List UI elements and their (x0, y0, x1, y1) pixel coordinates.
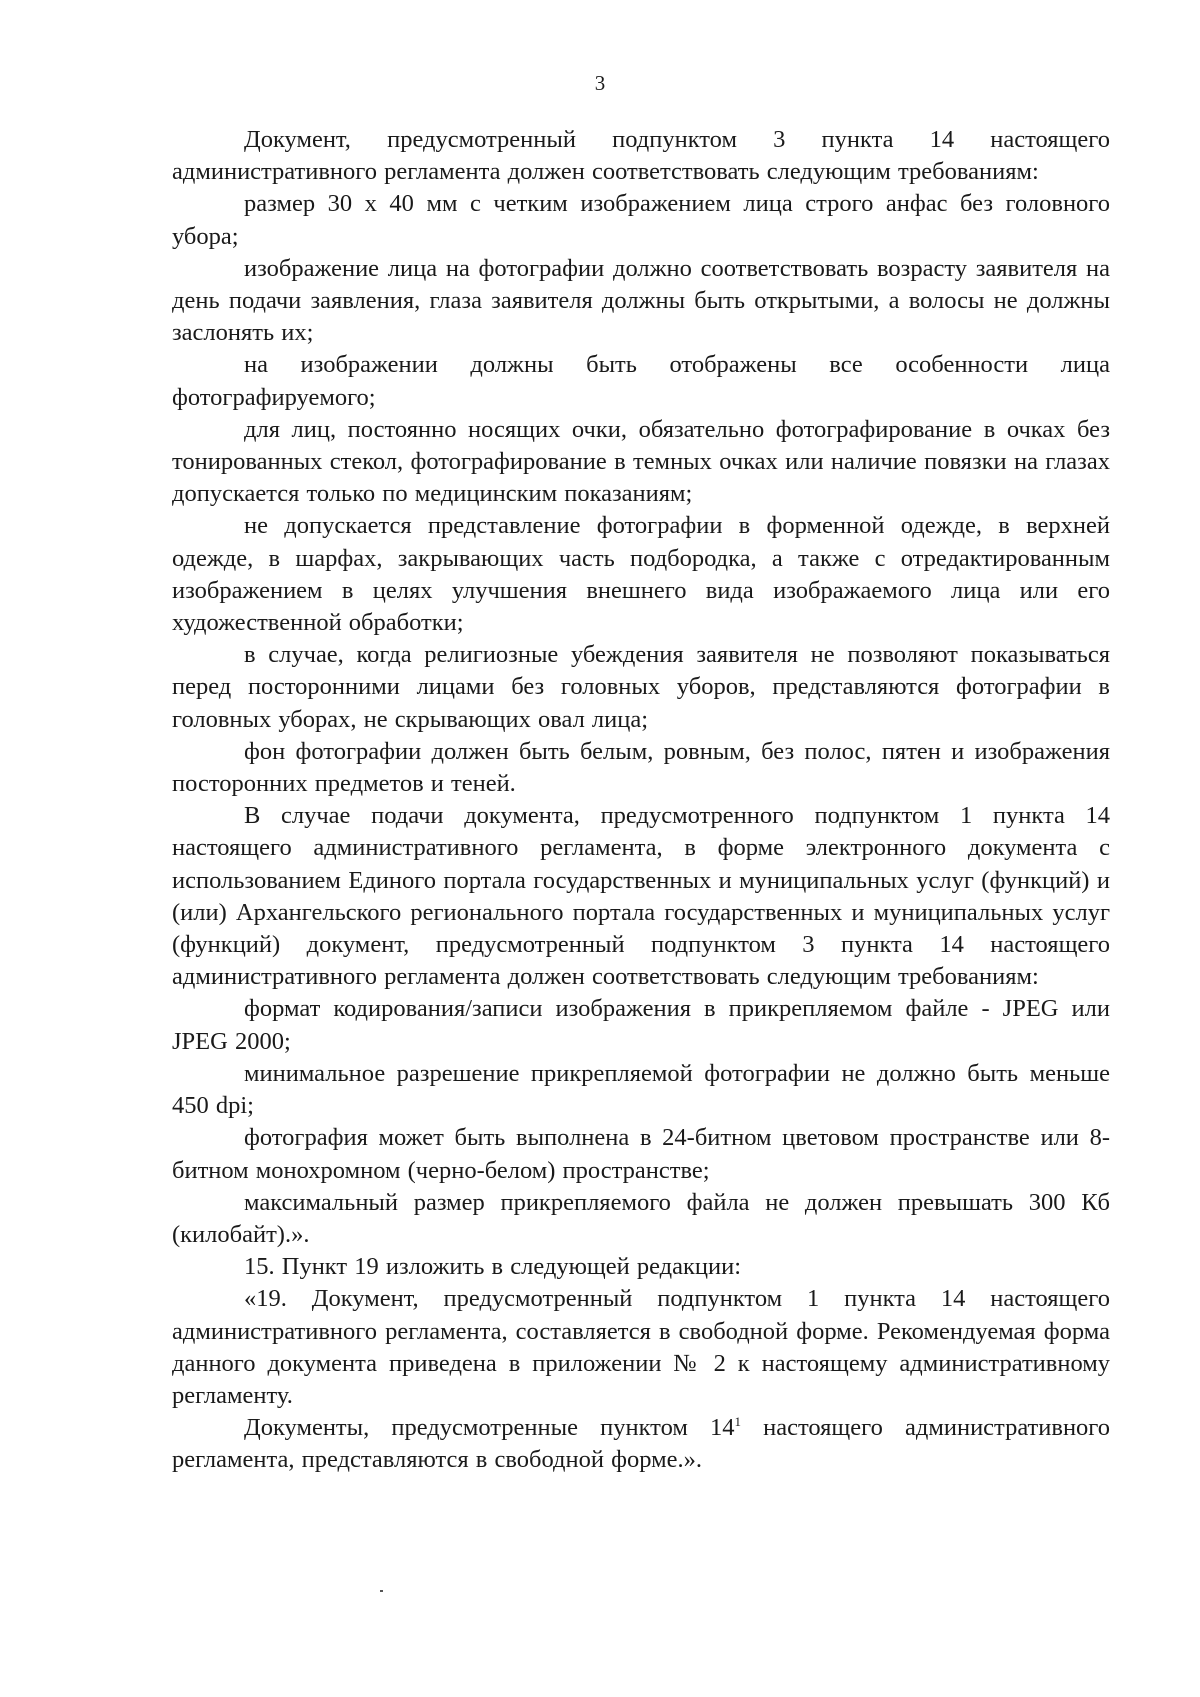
paragraph-item-19: «19. Документ, предусмотренный подпунктом 1 пункта 14 настоящего административного регламента, составляется в свободной форме. Рекомендуемая форма данного документа приведена в приложении № 2 к настоящему административному регламенту. (172, 1285, 1110, 1409)
paragraph-photo-requirements-intro: Документ, предусмотренный подпунктом 3 пункта 14 настоящего административного регламента должен соответствовать следующим требованиям: (172, 126, 1110, 186)
paragraph-photo-size: размер 30 x 40 мм с четким изображением лица строго анфас без головного убора; (172, 190, 1110, 250)
paragraph-face-features: на изображении должны быть отображены все особенности лица фотографируемого; (172, 351, 1110, 411)
paragraph-religious-headwear: в случае, когда религиозные убеждения заявителя не позволяют показываться перед посторонними лицами без головных уборов, представляются фотографии в головных уборах, не скрывающих овал лица; (172, 641, 1110, 733)
free-form-text-start: Документы, предусмотренные пунктом 14 (244, 1414, 735, 1442)
paragraph-background: фон фотографии должен быть белым, ровным, без полос, пятен и изображения посторонних предметов и теней. (172, 737, 1110, 798)
paragraph-documents-free-form (172, 1412, 1110, 1476)
paragraph-face-age: изображение лица на фотографии должно соответствовать возрасту заявителя на день подачи заявления, глаза заявителя должны быть открытыми, а волосы не должны заслонять их; (172, 254, 1110, 347)
paragraph-color-space: фотография может быть выполнена в 24-битном цветовом пространстве или 8-битном монохромном (черно-белом) пространстве; (172, 1124, 1110, 1184)
paragraph-clothing: не допускается представление фотографии в форменной одежде, в верхней одежде, в шарфах, закрывающих часть подбородка, а также с отредактированным изображением в целях улучшения внешнего вида изображаемого лица или его художественной обработки; (172, 512, 1110, 637)
paragraph-electronic-submission: В случае подачи документа, предусмотренного подпунктом 1 пункта 14 настоящего административного регламента, в форме электронного документа с использованием Единого портала государственных и муниципальных услуг (функций) и (или) Архангельского регионального портала государственных и муниципальных услуг (функций) документ, предусмотренный подпунктом 3 пункта 14 настоящего административного регламента должен соответствовать следующим требованиям: (172, 802, 1110, 991)
scan-speck (380, 1590, 383, 1592)
page-number: 3 (594, 71, 606, 95)
free-form-text-end: настоящего административного регламента, представляются в свободной форме.». (172, 1414, 1110, 1474)
paragraph-glasses: для лиц, постоянно носящих очки, обязательно фотографирование в очках без тонированных стекол, фотографирование в темных очках или наличие повязки на глазах допускается только по медицинским показаниям; (172, 415, 1110, 508)
paragraph-file-format: формат кодирования/записи изображения в прикрепляемом файле - JPEG или JPEG 2000; (172, 995, 1110, 1055)
paragraph-file-size: максимальный размер прикрепляемого файла не должен превышать 300 Кб (килобайт).». (172, 1188, 1110, 1248)
paragraph-resolution: минимальное разрешение прикрепляемой фотографии не должно быть меньше 450 dpi; (172, 1059, 1110, 1120)
paragraph-item-15: 15. Пункт 19 изложить в следующей редакции: (244, 1253, 742, 1281)
superscript-marker: 1 (734, 1413, 741, 1429)
document-body (172, 124, 1110, 1477)
